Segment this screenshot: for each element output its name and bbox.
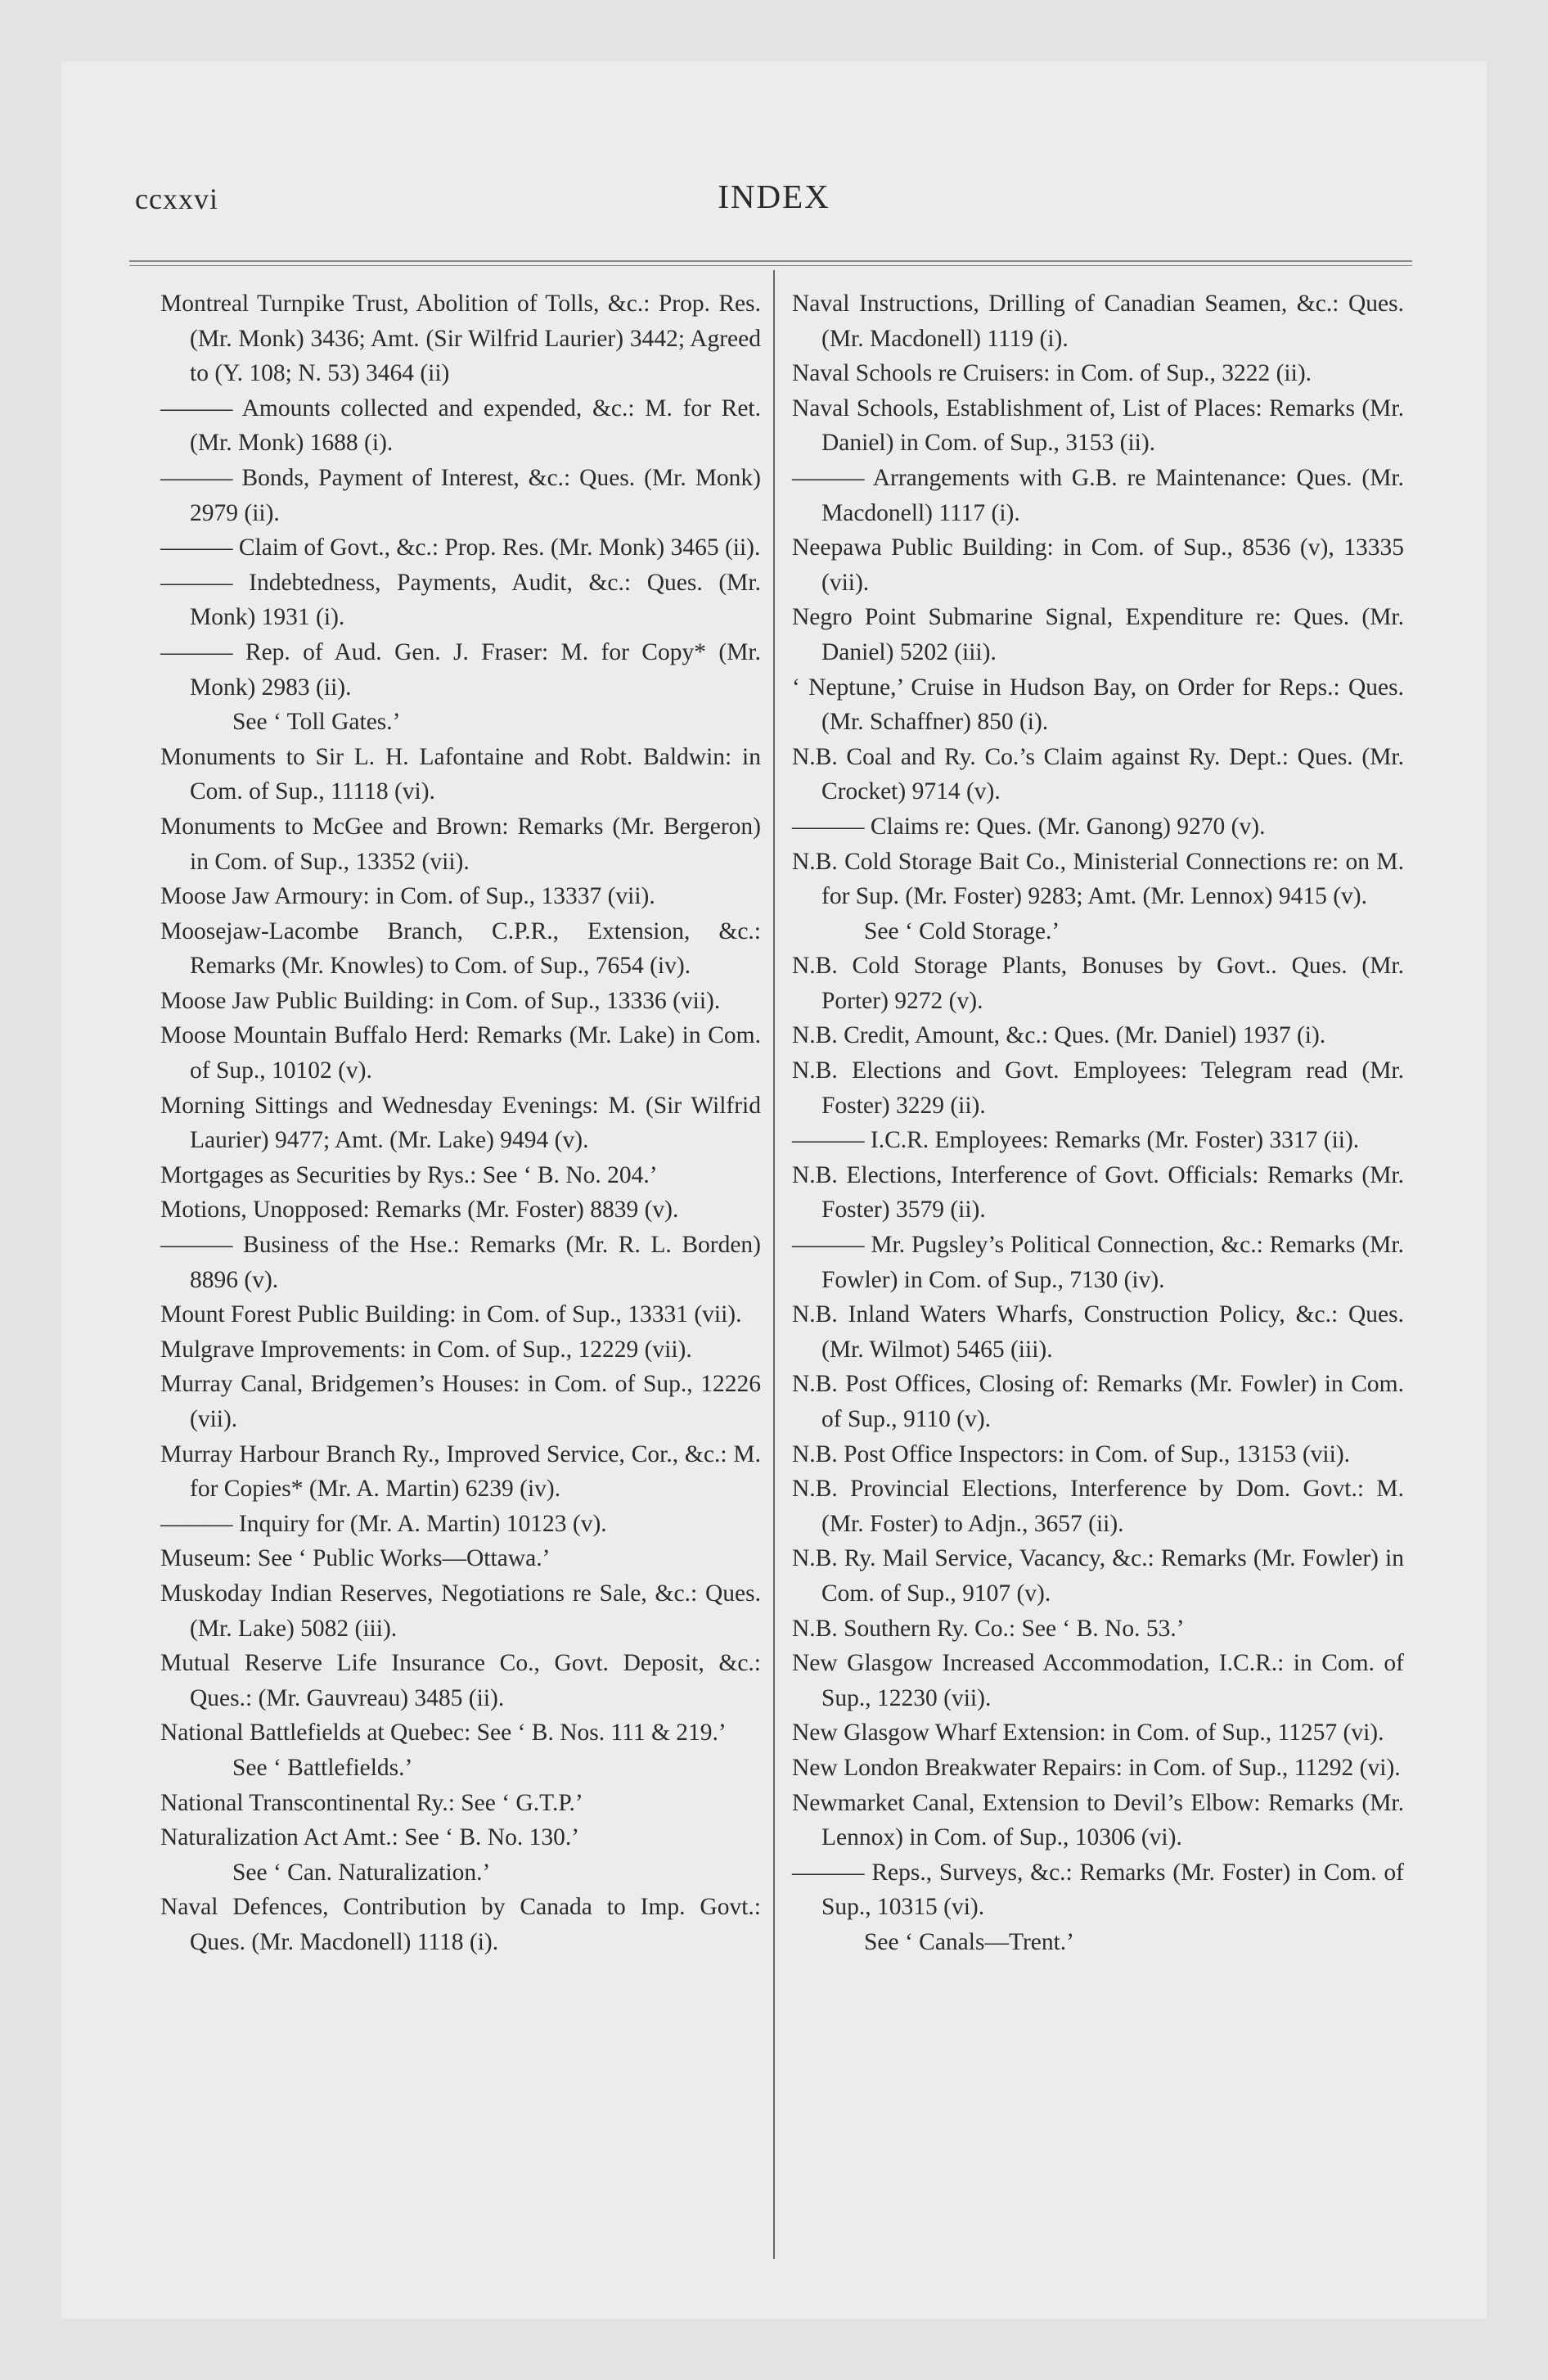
right-column	[792, 286, 1404, 1960]
index-entry: Murray Canal, Bridgemen’s Houses: in Com. of Sup., 12226 (vii).	[160, 1371, 761, 1432]
index-entry: Moose Jaw Armoury: in Com. of Sup., 13337 (vii).	[160, 883, 655, 910]
index-entry: N.B. Cold Storage Bait Co., Ministerial Connections re: on M. for Sup. (Mr. Foster) 9283; Amt. (Mr. Lennox) 9415 (v).	[792, 848, 1404, 910]
index-entry: N.B. Cold Storage Plants, Bonuses by Govt.. Ques. (Mr. Porter) 9272 (v).	[792, 953, 1404, 1014]
index-entry: See ‘ Toll Gates.’	[232, 709, 401, 736]
index-entry: Monuments to Sir L. H. Lafontaine and Robt. Baldwin: in Com. of Sup., 11118 (vi).	[160, 743, 761, 805]
index-entry: National Battlefields at Quebec: See ‘ B. Nos. 111 & 219.’	[160, 1720, 727, 1747]
index-entry: See ‘ Can. Naturalization.’	[232, 1859, 491, 1886]
index-entry: Newmarket Canal, Extension to Devil’s Elbow: Remarks (Mr. Lennox) in Com. of Sup., 10306 (vi).	[792, 1789, 1404, 1851]
index-entry: ——— Amounts collected and expended, &c.: M. for Ret. (Mr. Monk) 1688 (i).	[160, 394, 761, 457]
index-entry: Motions, Unopposed: Remarks (Mr. Foster) 8839 (v).	[160, 1197, 679, 1224]
index-entry: Moosejaw-Lacombe Branch, C.P.R., Extension, &c.: Remarks (Mr. Knowles) to Com. of Sup., 7654 (iv).	[160, 917, 761, 980]
index-entry: National Transcontinental Ry.: See ‘ G.T.P.’	[160, 1789, 583, 1816]
index-entry: Morning Sittings and Wednesday Evenings: M. (Sir Wilfrid Laurier) 9477; Amt. (Mr. Lake) 9494 (v).	[160, 1092, 761, 1154]
index-entry: N.B. Elections and Govt. Employees: Telegram read (Mr. Foster) 3229 (ii).	[792, 1057, 1404, 1119]
index-entry: N.B. Southern Ry. Co.: See ‘ B. No. 53.’	[792, 1615, 1185, 1642]
index-entry: ——— Arrangements with G.B. re Maintenance: Ques. (Mr. Macdonell) 1117 (i).	[792, 464, 1404, 526]
index-entry: Montreal Turnpike Trust, Abolition of Tolls, &c.: Prop. Res. (Mr. Monk) 3436; Amt. (Sir Wilfrid Laurier) 3442; Agreed to (Y. 108; N. 53) 3464 (ii)	[160, 291, 761, 387]
index-entry: Museum: See ‘ Public Works—Ottawa.’	[160, 1545, 551, 1572]
index-entry: Murray Harbour Branch Ry., Improved Service, Cor., &c.: M. for Copies* (Mr. A. Martin) 6239 (iv).	[160, 1440, 761, 1503]
index-entry: New Glasgow Increased Accommodation, I.C.R.: in Com. of Sup., 12230 (vii).	[792, 1650, 1404, 1711]
page-number: ccxxvi	[135, 183, 218, 215]
index-entry: N.B. Coal and Ry. Co.’s Claim against Ry. Dept.: Ques. (Mr. Crocket) 9714 (v).	[792, 743, 1404, 805]
index-entry: Naval Instructions, Drilling of Canadian Seamen, &c.: Ques. (Mr. Macdonell) 1119 (i).	[792, 291, 1404, 352]
index-entry: Mulgrave Improvements: in Com. of Sup., 12229 (vii).	[160, 1336, 692, 1363]
index-entry: ‘ Neptune,’ Cruise in Hudson Bay, on Order for Reps.: Ques. (Mr. Schaffner) 850 (i).	[792, 674, 1404, 736]
index-entry: ——— Inquiry for (Mr. A. Martin) 10123 (v).	[160, 1510, 607, 1537]
index-entry: ——— Claims re: Ques. (Mr. Ganong) 9270 (v).	[792, 813, 1266, 840]
index-entry: See ‘ Canals—Trent.’	[864, 1928, 1075, 1955]
index-entry: Mortgages as Securities by Rys.: See ‘ B. No. 204.’	[160, 1161, 658, 1188]
index-entry: ——— Business of the Hse.: Remarks (Mr. R. L. Borden) 8896 (v).	[160, 1232, 761, 1293]
index-entry: Mount Forest Public Building: in Com. of Sup., 13331 (vii).	[160, 1301, 742, 1328]
index-entry: ——— Claim of Govt., &c.: Prop. Res. (Mr. Monk) 3465 (ii).	[160, 534, 761, 561]
index-entry: Negro Point Submarine Signal, Expenditure re: Ques. (Mr. Daniel) 5202 (iii).	[792, 604, 1404, 665]
index-entry: Naval Defences, Contribution by Canada to Imp. Govt.: Ques. (Mr. Macdonell) 1118 (i).	[160, 1894, 761, 1955]
index-entry: Naturalization Act Amt.: See ‘ B. No. 130.’	[160, 1824, 580, 1851]
index-entry: See ‘ Cold Storage.’	[864, 917, 1060, 944]
index-entry: Monuments to McGee and Brown: Remarks (Mr. Bergeron) in Com. of Sup., 13352 (vii).	[160, 813, 761, 875]
index-entry: Naval Schools, Establishment of, List of Places: Remarks (Mr. Daniel) in Com. of Sup., 3153 (ii).	[792, 394, 1404, 457]
index-entry: N.B. Post Offices, Closing of: Remarks (Mr. Fowler) in Com. of Sup., 9110 (v).	[792, 1371, 1404, 1432]
index-entry: New London Breakwater Repairs: in Com. of Sup., 11292 (vi).	[792, 1754, 1401, 1781]
index-entry: ——— Bonds, Payment of Interest, &c.: Ques. (Mr. Monk) 2979 (ii).	[160, 464, 761, 526]
page-title: INDEX	[718, 178, 830, 215]
header-rule	[129, 260, 1412, 266]
index-entry: ——— Rep. of Aud. Gen. J. Fraser: M. for Copy* (Mr. Monk) 2983 (ii).	[160, 638, 761, 701]
index-entry: ——— I.C.R. Employees: Remarks (Mr. Foster) 3317 (ii).	[792, 1127, 1360, 1154]
index-entry: Naval Schools re Cruisers: in Com. of Sup., 3222 (ii).	[792, 360, 1312, 387]
index-entry: See ‘ Battlefields.’	[232, 1754, 413, 1781]
index-entry: N.B. Credit, Amount, &c.: Ques. (Mr. Daniel) 1937 (i).	[792, 1022, 1326, 1049]
index-entry: Neepawa Public Building: in Com. of Sup., 8536 (v), 13335 (vii).	[792, 534, 1404, 596]
index-entry: New Glasgow Wharf Extension: in Com. of Sup., 11257 (vi).	[792, 1720, 1384, 1747]
index-entry: N.B. Provincial Elections, Interference by Dom. Govt.: M. (Mr. Foster) to Adjn., 3657 (ii).	[792, 1476, 1404, 1537]
index-entry: ——— Mr. Pugsley’s Political Connection, &c.: Remarks (Mr. Fowler) in Com. of Sup., 7130 (iv).	[792, 1232, 1404, 1293]
index-entry: N.B. Post Office Inspectors: in Com. of Sup., 13153 (vii).	[792, 1440, 1351, 1467]
index-entry: N.B. Elections, Interference of Govt. Officials: Remarks (Mr. Foster) 3579 (ii).	[792, 1161, 1404, 1224]
index-entry: Moose Mountain Buffalo Herd: Remarks (Mr. Lake) in Com. of Sup., 10102 (v).	[160, 1022, 761, 1084]
left-column	[160, 286, 761, 1960]
index-entry: Muskoday Indian Reserves, Negotiations re Sale, &c.: Ques. (Mr. Lake) 5082 (iii).	[160, 1580, 761, 1642]
index-entry: Moose Jaw Public Building: in Com. of Sup., 13336 (vii).	[160, 987, 721, 1014]
column-divider	[773, 270, 775, 2259]
index-entry: ——— Indebtedness, Payments, Audit, &c.: Ques. (Mr. Monk) 1931 (i).	[160, 569, 761, 631]
index-entry: Mutual Reserve Life Insurance Co., Govt. Deposit, &c.: Ques.: (Mr. Gauvreau) 3485 (ii).	[160, 1650, 761, 1711]
index-entry: ——— Reps., Surveys, &c.: Remarks (Mr. Foster) in Com. of Sup., 10315 (vi).	[792, 1859, 1404, 1921]
index-entry: N.B. Inland Waters Wharfs, Construction Policy, &c.: Ques. (Mr. Wilmot) 5465 (iii).	[792, 1301, 1404, 1363]
index-entry: N.B. Ry. Mail Service, Vacancy, &c.: Remarks (Mr. Fowler) in Com. of Sup., 9107 (v).	[792, 1545, 1404, 1607]
